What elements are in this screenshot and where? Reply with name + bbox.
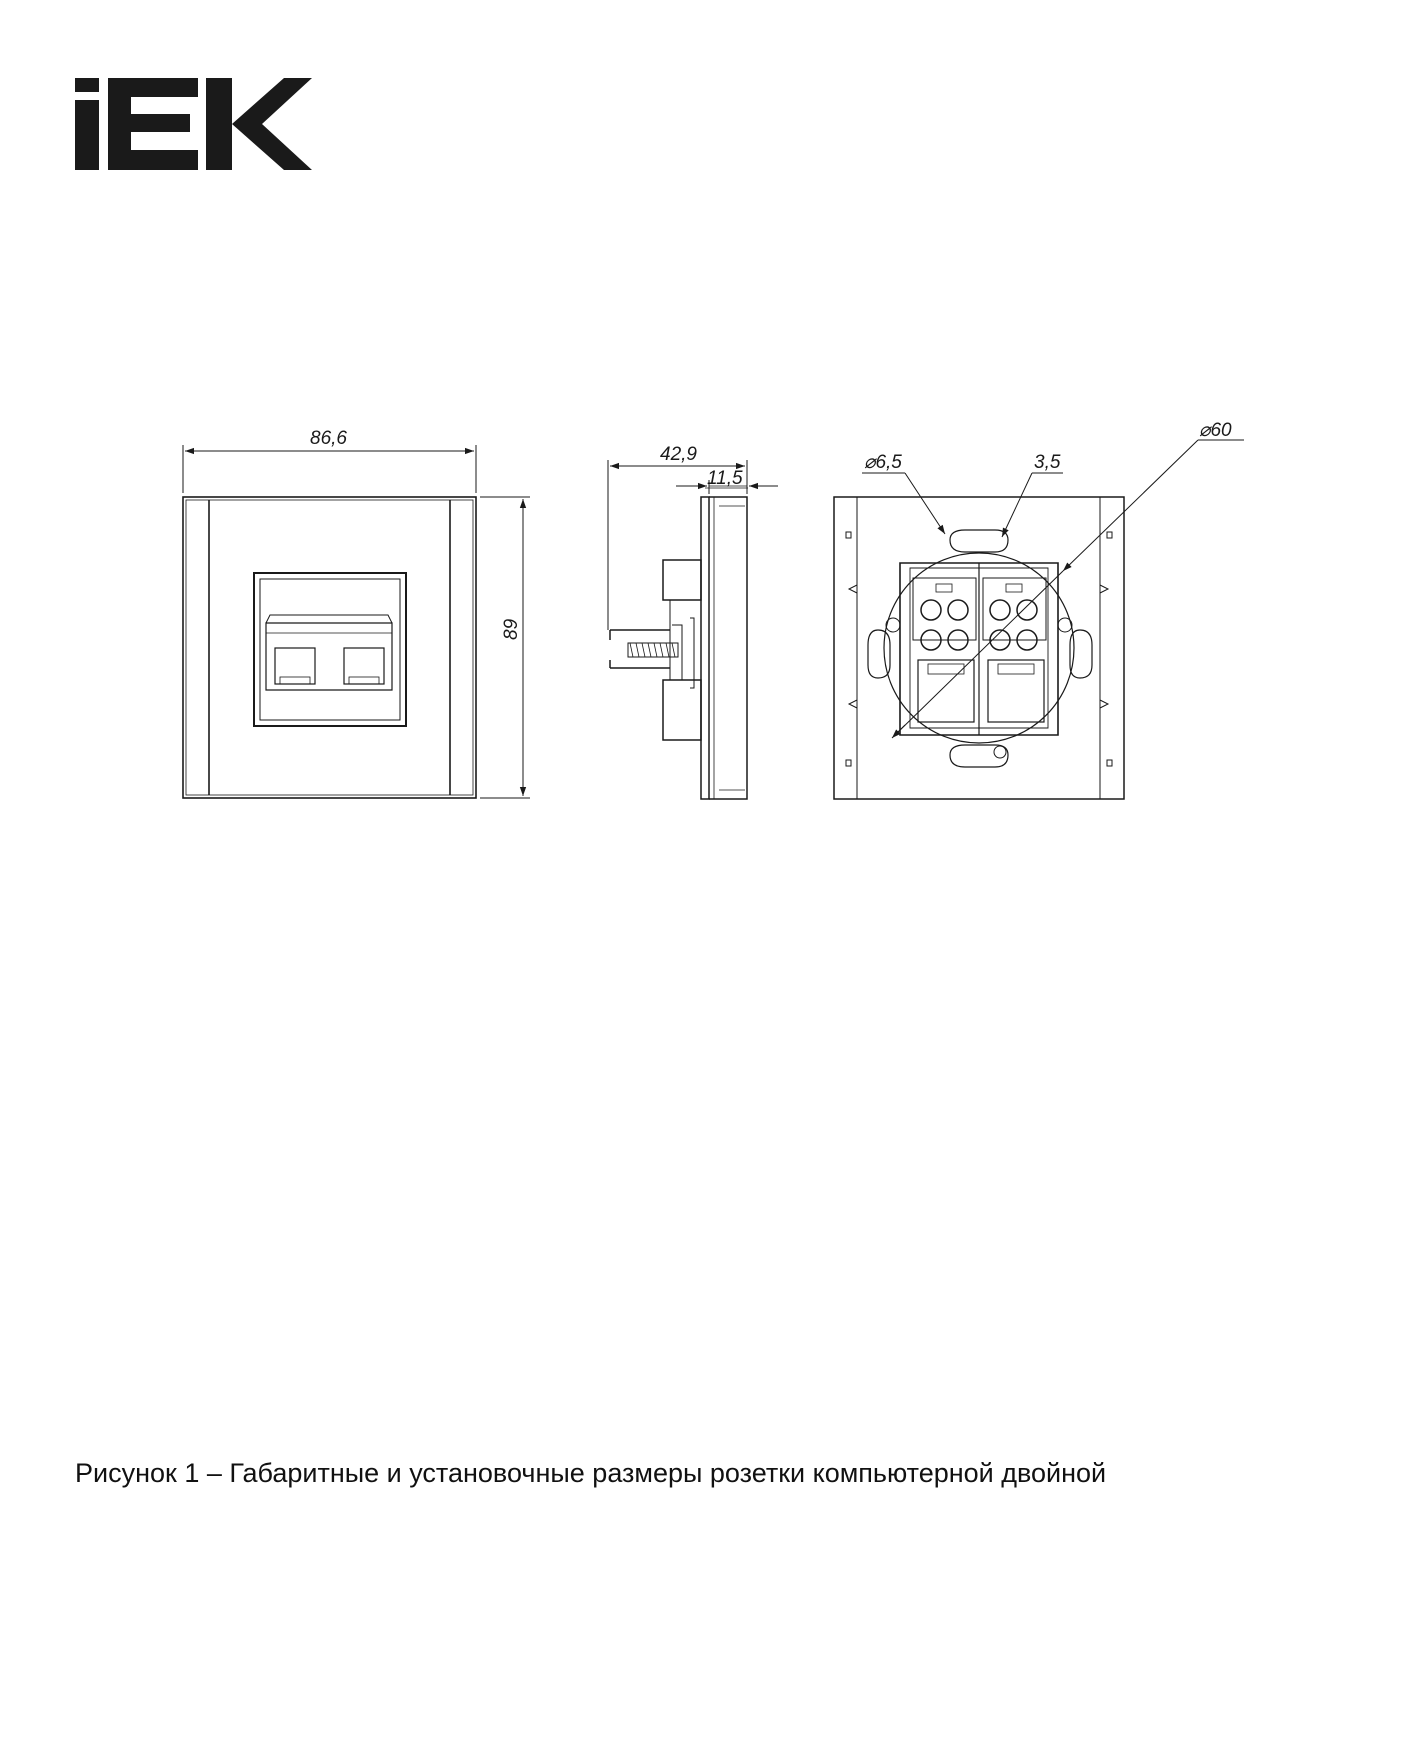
- rear-view: [834, 497, 1124, 799]
- front-width-dimension: [183, 445, 476, 493]
- rear-gap-label: 3,5: [1034, 452, 1061, 473]
- rear-circle-dimension: [892, 440, 1244, 738]
- figure-caption: Рисунок 1 – Габаритные и установочные размеры розетки компьютерной двойной: [75, 1458, 1107, 1488]
- front-height-dimension: [480, 497, 530, 798]
- front-width-label: 86,6: [310, 428, 347, 449]
- rear-gap-dimension: [1002, 473, 1063, 537]
- rear-hole-dimension: [862, 473, 945, 534]
- side-depth-label: 42,9: [660, 444, 697, 465]
- iek-logo: [75, 78, 312, 170]
- side-frame-label: 11,5: [707, 468, 743, 489]
- side-view: [610, 497, 747, 799]
- rear-circle-label: ⌀60: [1199, 420, 1232, 441]
- front-height-label: 89: [501, 618, 522, 640]
- front-view: [183, 497, 476, 798]
- rear-hole-label: ⌀6,5: [864, 452, 902, 473]
